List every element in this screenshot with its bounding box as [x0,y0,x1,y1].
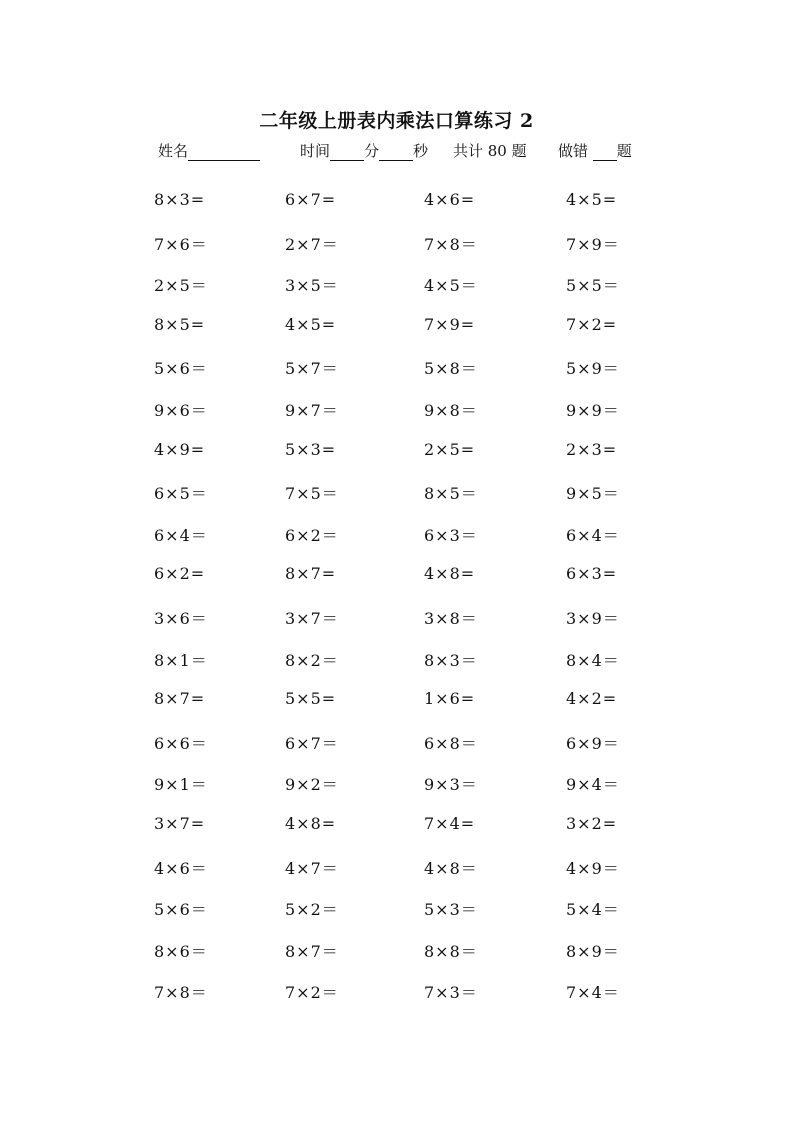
problem-item: 8×4＝ [566,650,620,670]
problem-item: 6×7＝ [285,733,339,753]
problem-item: 8×7= [154,689,206,709]
problem-item: 7×9= [424,314,476,334]
second-label: 秒 [413,142,429,160]
problem-item: 5×9＝ [566,359,620,379]
problem-row [0,731,793,773]
problem-item: 6×3= [566,564,618,584]
errors-blank[interactable] [593,145,617,161]
problem-item: 5×6＝ [154,359,208,379]
problem-item: 5×4＝ [566,900,620,920]
minute-label: 分 [364,142,380,160]
page-title: 二年级上册表内乘法口算练习 2 [259,110,534,132]
problem-item: 4×9＝ [566,858,620,878]
problem-row [0,897,793,939]
problem-item: 3×9＝ [566,608,620,628]
problem-row [0,606,793,648]
problem-item: 7×4= [424,813,476,833]
problem-item: 7×3＝ [424,983,478,1003]
problem-item: 6×2＝ [285,525,339,545]
problem-item: 5×3= [285,439,337,459]
name-blank[interactable] [188,145,260,161]
problem-item: 7×5＝ [285,484,339,504]
problem-row [0,232,793,274]
problem-row [0,564,793,606]
problem-item: 5×8＝ [424,359,478,379]
problem-row [0,440,793,482]
problem-item: 5×3＝ [424,900,478,920]
problem-item: 4×8= [285,813,337,833]
problem-item: 2×5= [424,439,476,459]
problem-item: 6×2= [154,564,206,584]
problem-item: 7×8＝ [424,234,478,254]
problem-item: 9×3＝ [424,775,478,795]
problem-item: 6×7= [285,190,337,209]
problem-item: 7×2= [566,314,618,334]
problem-item: 9×1＝ [154,775,208,795]
problem-grid [0,190,793,1022]
problem-item: 8×6＝ [154,941,208,961]
problem-row [0,523,793,565]
problem-item: 4×5= [285,314,337,334]
problem-item: 3×7＝ [285,608,339,628]
problem-item: 8×1＝ [154,650,208,670]
errors-label: 做错 [558,142,589,160]
problem-item: 9×4＝ [566,775,620,795]
problem-item: 6×8＝ [424,733,478,753]
problem-row [0,814,793,856]
problem-item: 6×9＝ [566,733,620,753]
problem-item: 4×7＝ [285,858,339,878]
problem-item: 6×4＝ [566,525,620,545]
problem-item: 4×5= [566,190,618,209]
problem-item: 4×5＝ [424,276,478,296]
problem-item: 9×6＝ [154,400,208,420]
problem-item: 8×7= [285,564,337,584]
student-info-line [0,140,793,160]
seconds-blank[interactable] [379,145,413,161]
problem-item: 9×7＝ [285,400,339,420]
problem-item: 1×6= [424,689,476,709]
problem-item: 9×2＝ [285,775,339,795]
name-field[interactable] [158,140,260,161]
total-count-label: 共计 80 题 [453,142,527,160]
errors-unit: 题 [616,142,632,160]
problem-item: 6×3＝ [424,525,478,545]
problem-item: 7×8＝ [154,983,208,1003]
name-label: 姓名 [158,142,189,160]
problem-item: 8×3＝ [424,650,478,670]
problem-item: 7×2＝ [285,983,339,1003]
problem-row [0,689,793,731]
problem-row [0,273,793,315]
problem-item: 7×9＝ [566,234,620,254]
problem-item: 3×6＝ [154,608,208,628]
minutes-blank[interactable] [330,145,364,161]
problem-item: 4×9= [154,439,206,459]
problem-row [0,481,793,523]
problem-item: 5×2＝ [285,900,339,920]
time-field [300,140,428,161]
problem-row [0,190,793,232]
problem-item: 8×9＝ [566,941,620,961]
problem-item: 3×2= [566,813,618,833]
problem-item: 8×3= [154,190,206,209]
problem-item: 9×9＝ [566,400,620,420]
problem-item: 5×7＝ [285,359,339,379]
problem-item: 7×6＝ [154,234,208,254]
problem-item: 4×6＝ [154,858,208,878]
problem-row [0,648,793,690]
problem-item: 4×8= [424,564,476,584]
problem-item: 8×7＝ [285,941,339,961]
problem-item: 5×5= [285,689,337,709]
problem-item: 4×8＝ [424,858,478,878]
problem-item: 2×5＝ [154,276,208,296]
problem-item: 5×5＝ [566,276,620,296]
problem-row [0,398,793,440]
problem-item: 2×7＝ [285,234,339,254]
problem-item: 8×5= [154,314,206,334]
problem-item: 6×6＝ [154,733,208,753]
problem-row [0,980,793,1022]
problem-item: 8×8＝ [424,941,478,961]
problem-item: 9×5＝ [566,484,620,504]
problem-item: 4×2= [566,689,618,709]
problem-row [0,772,793,814]
problem-item: 8×2＝ [285,650,339,670]
problem-item: 5×6＝ [154,900,208,920]
problem-row [0,939,793,981]
problem-item: 3×5＝ [285,276,339,296]
problem-row [0,315,793,357]
problem-item: 2×3= [566,439,618,459]
problem-item: 3×8＝ [424,608,478,628]
problem-item: 6×4＝ [154,525,208,545]
time-label: 时间 [300,142,331,160]
problem-item: 8×5＝ [424,484,478,504]
problem-row [0,356,793,398]
problem-item: 4×6= [424,190,476,209]
problem-item: 7×4＝ [566,983,620,1003]
problem-item: 9×8＝ [424,400,478,420]
problem-item: 6×5＝ [154,484,208,504]
problem-row [0,856,793,898]
errors-field [558,140,632,161]
problem-item: 3×7= [154,813,206,833]
